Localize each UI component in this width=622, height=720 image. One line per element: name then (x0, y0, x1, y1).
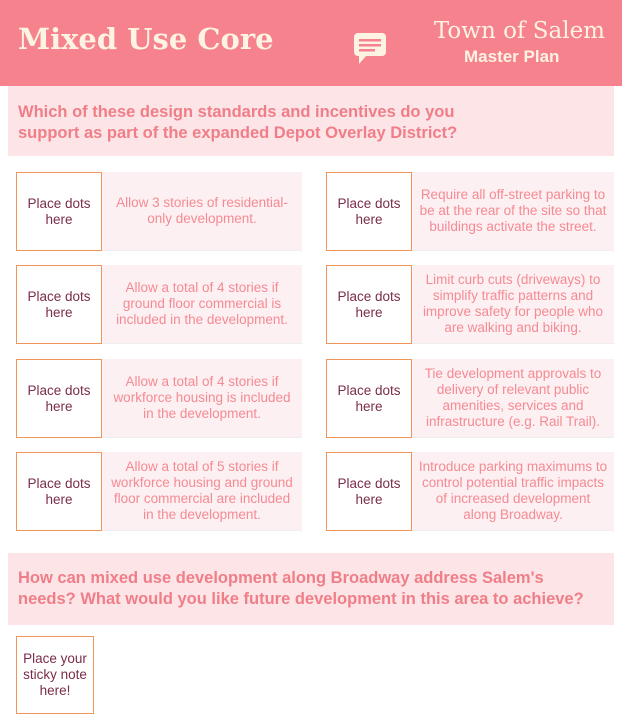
master-plan-label: Master Plan (464, 47, 560, 66)
option-card (16, 452, 302, 531)
dot-placement-box[interactable]: Place dots here (326, 265, 412, 344)
option-description: Introduce parking maximums to control potential traffic impacts of increased development along Broadway. (412, 452, 614, 531)
page-title: Mixed Use Core (18, 22, 274, 56)
option-description: Allow a total of 5 stories if workforce housing and ground floor commercial are included in the development. (102, 452, 302, 531)
dot-placement-box[interactable]: Place dots here (16, 265, 102, 344)
sticky-note-area[interactable]: Place your sticky note here! (16, 636, 94, 714)
option-card (326, 265, 614, 344)
option-description: Allow a total of 4 stories if ground floor commercial is included in the development. (102, 265, 302, 344)
option-card (326, 172, 614, 251)
option-card (16, 359, 302, 438)
town-name: Town of Salem (433, 18, 605, 44)
speech-bubble-icon (354, 33, 386, 65)
dot-placement-box[interactable]: Place dots here (16, 452, 102, 531)
option-description: Allow a total of 4 stories if workforce housing is included in the development. (102, 359, 302, 438)
option-description: Allow 3 stories of residential-only development. (102, 172, 302, 251)
question-1: Which of these design standards and incentives do you support as part of the expanded Depot Overlay District? (8, 86, 614, 156)
dot-placement-box[interactable]: Place dots here (16, 359, 102, 438)
option-description: Tie development approvals to delivery of relevant public amenities, services and infrastructure (e.g. Rail Trail). (412, 359, 614, 438)
dot-placement-box[interactable]: Place dots here (16, 172, 102, 251)
dot-placement-box[interactable]: Place dots here (326, 172, 412, 251)
option-description: Limit curb cuts (driveways) to simplify traffic patterns and improve safety for people who are walking and biking. (412, 265, 614, 344)
option-card (16, 172, 302, 251)
option-card (16, 265, 302, 344)
option-description: Require all off-street parking to be at the rear of the site so that buildings activate the street. (412, 172, 614, 251)
dot-placement-box[interactable]: Place dots here (326, 359, 412, 438)
option-card (326, 359, 614, 438)
question-2: How can mixed use development along Broadway address Salem's needs? What would you like future development in this area to achieve? (8, 553, 614, 625)
dot-placement-box[interactable]: Place dots here (326, 452, 412, 531)
option-card (326, 452, 614, 531)
header (0, 0, 622, 86)
